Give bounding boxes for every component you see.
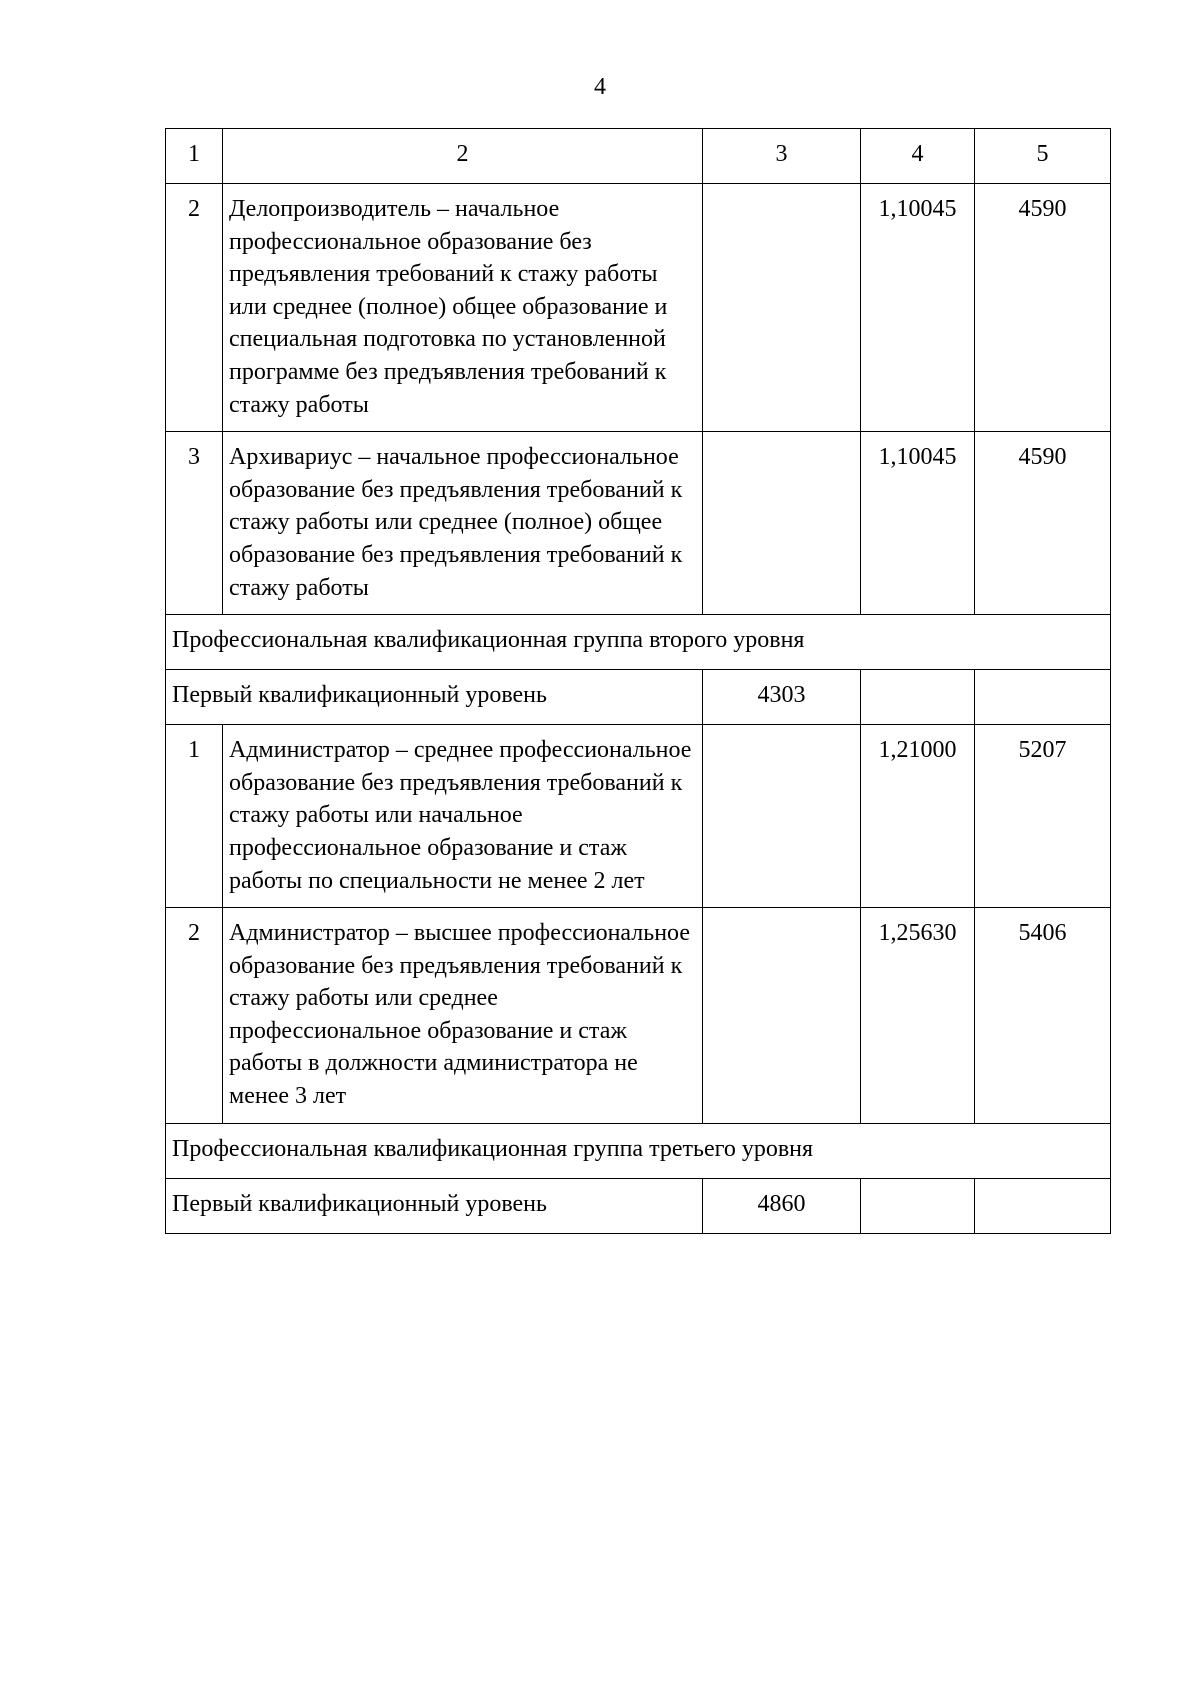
empty-cell [975,1178,1111,1233]
coefficient-cell: 1,10045 [861,184,975,432]
level-name: Первый квалификационный уровень [166,670,703,725]
table-row [166,432,1111,615]
table-row [166,184,1111,432]
header-row [166,129,1111,184]
group-row [166,1123,1111,1178]
coefficient-cell: 1,10045 [861,432,975,615]
group-title: Профессиональная квалификационная группа второго уровня [166,615,1111,670]
empty-cell [861,1178,975,1233]
empty-cell [975,670,1111,725]
salary-cell: 4590 [975,184,1111,432]
level-row [166,1178,1111,1233]
group-row [166,615,1111,670]
header-cell-1: 1 [166,129,223,184]
position-description: Администратор – среднее профессиональное образование без предъявления требований к стажу работы или начальное профессиональное образование и стаж работы по специальности не менее 2 лет [223,725,703,908]
header-cell-4: 4 [861,129,975,184]
row-number: 3 [166,432,223,615]
table-row [166,908,1111,1124]
row-number: 1 [166,725,223,908]
coefficient-cell: 1,21000 [861,725,975,908]
position-description: Администратор – высшее профессиональное образование без предъявления требований к стажу работы или среднее профессиональное образование и стаж работы в должности администратора не менее 3 лет [223,908,703,1124]
page-number: 4 [594,74,606,100]
table-row [166,725,1111,908]
salary-cell: 5207 [975,725,1111,908]
salary-table [165,128,1111,1234]
level-base-salary: 4303 [703,670,861,725]
position-description: Делопроизводитель – начальное профессиональное образование без предъявления требований к стажу работы или среднее (полное) общее образование и специальная подготовка по установленной программе без предъявления требований к стажу работы [223,184,703,432]
position-description: Архивариус – начальное профессиональное образование без предъявления требований к стажу работы или среднее (полное) общее образование без предъявления требований к стажу работы [223,432,703,615]
empty-cell [861,670,975,725]
salary-cell: 4590 [975,432,1111,615]
base-salary-cell [703,908,861,1124]
base-salary-cell [703,432,861,615]
header-cell-2: 2 [223,129,703,184]
level-base-salary: 4860 [703,1178,861,1233]
group-title: Профессиональная квалификационная группа третьего уровня [166,1123,1111,1178]
header-cell-5: 5 [975,129,1111,184]
base-salary-cell [703,725,861,908]
salary-cell: 5406 [975,908,1111,1124]
level-row [166,670,1111,725]
level-name: Первый квалификационный уровень [166,1178,703,1233]
row-number: 2 [166,184,223,432]
header-cell-3: 3 [703,129,861,184]
coefficient-cell: 1,25630 [861,908,975,1124]
row-number: 2 [166,908,223,1124]
base-salary-cell [703,184,861,432]
